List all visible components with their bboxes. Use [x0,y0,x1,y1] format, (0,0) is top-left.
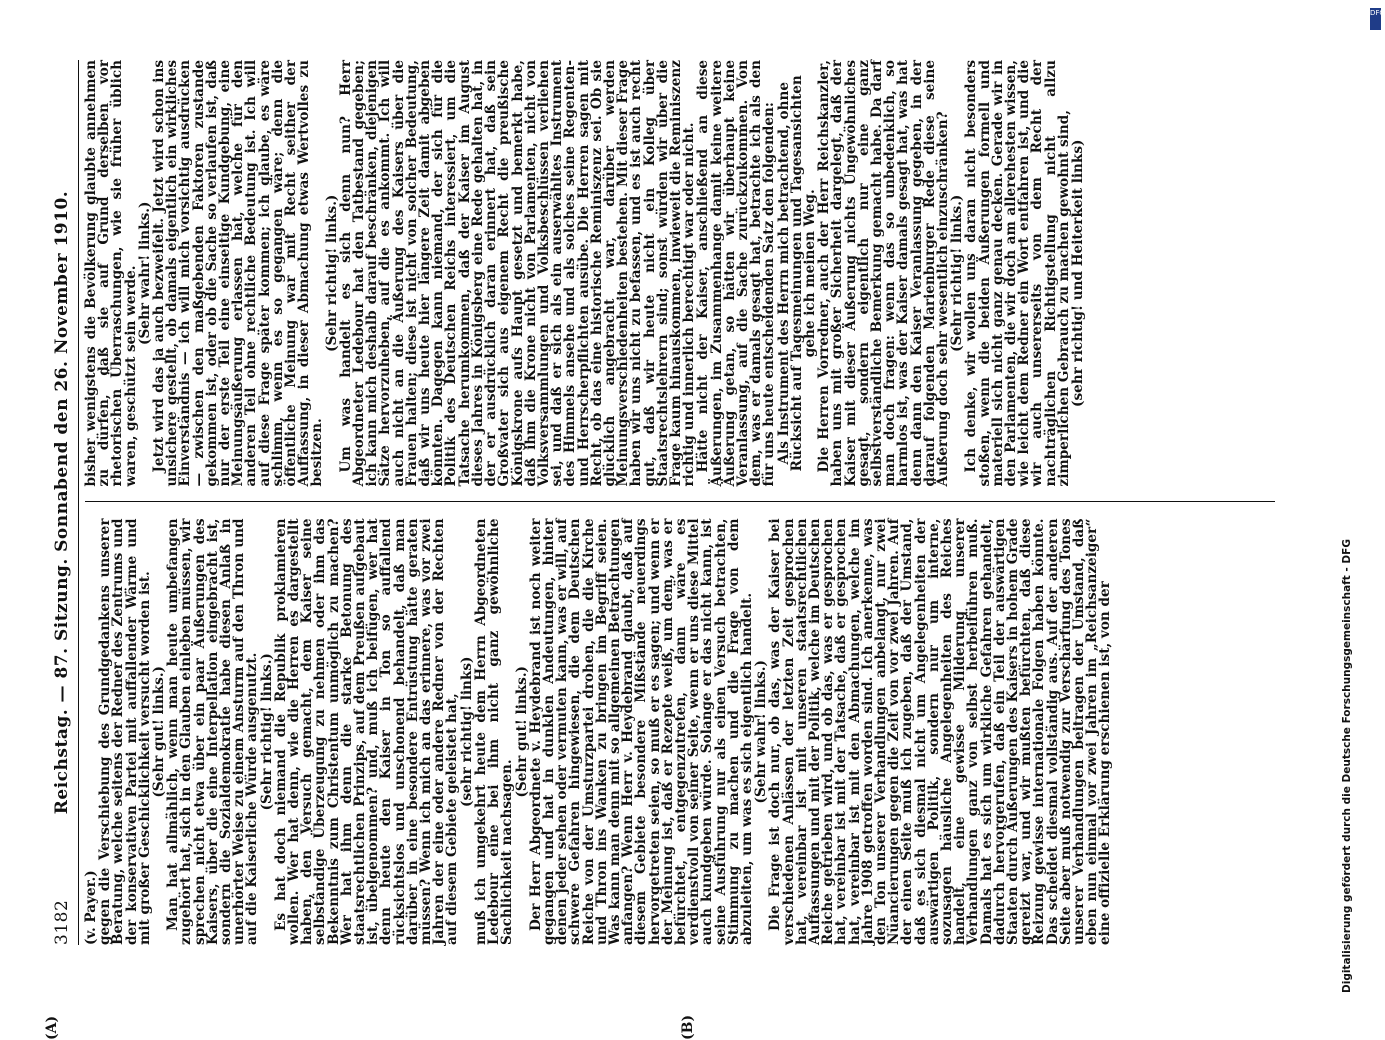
right-paragraph: Hätte nicht der Kaiser, anschließend an diese Äußerungen, im Zusammenhange damit keine weitere Äußerung getan, so hätten wir überhaupt keine Veranlassung, auf die Sache zurückzukommen. Von dem, was er damals gesagt hat, betrachte ich als den für uns heute entscheidenden Satz den folgenden: [695,60,778,487]
right-paragraph: Die Herren Vorredner, auch der Herr Reichskanzler, haben uns mit großer Sicherheit dargelegt, daß der Kaiser mit dieser Äußerung nichts Ungewöhnliches gesagt, sondern eigentlich nur eine ganz selbstverständliche Bemerkung gemacht habe. Da darf man doch fragen: wenn das so unbedenklich, so harmlos ist, was der Kaiser damals gesagt hat, was hat denn dann den Kaiser Veranlassung gegeben, in der darauf folgenden Marienburger Rede diese seine Äußerung doch sehr wesentlich einzuschränken? [816,60,951,487]
right-interjection: Als Instrument des Herrn mich betrachtend, ohne Rücksicht auf Tagesmeinungen und Tagesansichten gehe ich meinen Weg. [775,75,818,472]
left-paragraph: gegen die Verschiebung des Grundgedankens unserer Beratung, welche seitens der Redner des Zentrums und der konservativen Partei mit auffallender Wärme und mit großer Geschicklichkeit versucht worden ist. [97,518,153,945]
left-interjection: (Sehr richtig! links.) [258,653,275,811]
page-running-title: Reichstag. — 87. Sitzung. Sonnabend den 26. November 1910. [52,190,72,815]
left-interjection: (Sehr wahr! links.) [753,660,770,804]
left-interjection: (Sehr gut! links.) [151,666,168,798]
page-number: 3182 [52,899,72,945]
left-interjection: (Sehr gut! links.) [513,666,530,798]
dfg-logo: DFG [1370,8,1381,30]
right-paragraph: Ich denke, wir wollen uns daran nicht besonders stoßen, wenn die beiden Äußerungen formell und materiell sich nicht ganz genau decken. Gerade wir in den Parlamenten, die wir doch am allerehesten wissen, wie leicht dem Redner ein Wort entfahren ist, und die wir auch unsererseits von dem Recht der nachträglichen Richtigstellung nicht allzu zimperlichen Gebrauch zu machen gewohnt sind, [963,60,1072,487]
digitization-credit-text: Digitalisierung gefördert durch die Deutsche Forschungsgemeinschaft - DFG [1341,539,1353,993]
right-text-column [85,60,1275,503]
right-interjection: (Sehr richtig! links.) [949,194,966,352]
left-text-column [85,503,1275,946]
margin-mark-a: (A) [44,1015,60,1040]
right-paragraph: bisher wenigstens die Bevölkerung glaubte annehmen zu dürfen, daß sie auf Grund derselben vor rhetorischen Überraschungen, wie sie früher üblich waren, geschützt sein werde. [83,60,139,487]
digitization-credit [1340,8,1380,993]
left-paragraph: Man hat allmählich, wenn man heute umbefangen zugehört hat, sich in den Glauben einleben müssen, wir sprechen nicht etwa über ein paar Äußerungen des Kaisers, über die eine Interpellation eingebracht ist, sondern die Sozialdemokratie habe diesen Anlaß in unerhörter Weise zu einem Ansturm auf den Thron und auf die Kaiserliche Würde ausgenutzt. [165,518,261,945]
column-divider [85,502,1275,503]
left-paragraph: Die Frage ist doch nur, ob das, was der Kaiser bei verschiedenen Anlässen der letzten Zeit gesprochen hat, vereinbar ist mit unseren staatsrechtlichen Auffassungen und mit der Politik, welche im Deutschen Reiche getrieben wird, und ob das, was er gesprochen hat, vereinbar ist mit der Tatsache, daß er gesprochen hat, vereinbar ist mit den Abmachungen, welche im Jahre 1908 getroffen worden sind. Ich anerkenne, was den Ton unserer Verhandlungen anbelangt, nur zwei Nüancierungen gegen die Zeit von vor zwei Jahren. Auf der einen Seite muß ich zugeben, daß der Umstand, daß es sich diesmal nicht um Angelegenheiten der auswärtigen Politik, sondern nur um interne, sozusagen häusliche Angelegenheiten des Reiches handelt, eine gewisse Milderung unserer Verhandlungen ganz von selbst herbeiführen muß. Damals hat es sich um wirkliche Gefahren gehandelt, dadurch hervorgerufen, daß ein Teil der auswärtigen Staaten durch Äußerungen des Kaisers in hohem Grade gereizt war, und wir mußten befürchten, daß diese Reizung gewisse internationale Folgen haben könnte. Das scheidet diesmal vollständig aus. Auf der anderen Seite aber muß notwendig zur Verschärfung des Tones unserer Verhandlungen beitragen der Umstand, daß eben nun einmal vor zwei Jahren im „Reichsanzeiger“ eine offizielle Erklärung erschienen ist, von der [767,518,1114,945]
left-paragraph: Es hat doch niemand die Republik proklamieren wollen. Wer hat denn, wie die Herren es dargestellt haben, den Versuch gemacht, dem Kaiser seine selbständige Überzeugung zu nehmen oder ihm das Bekenntnis zum Christentum unmöglich zu machen? Wer hat ihm denn die starke Betonung des staatsrechtlichen Prinzips, auf dem Preußen aufgebaut ist, übelgenommen? und, muß ich beifügen, wer hat denn heute den Kaiser in Ton so auffallend rücksichtslos und unschonend behandelt, daß man darüber in eine besondere Entrüstung hätte geraten müssen? Wenn ich mich an das erinnere, was vor zwei Jahren der eine oder andere Redner von der Rechten auf diesem Gebiete geleistet hat, [272,518,461,945]
margin-mark-b: (B) [680,1014,696,1040]
right-interjection: (Sehr richtig! links.) [323,194,340,352]
left-paragraph: muß ich umgekehrt heute dem Herrn Abgeordneten Ledebour eine bei ihm nicht ganz gewöhnliche Sachlichkeit nachsagen. [472,518,516,945]
right-interjection: (Sehr wahr! links.) [136,201,153,345]
right-interjection: (sehr richtig! und Heiterkeit links) [1070,139,1087,407]
left-interjection: (sehr richtig! links) [458,656,475,807]
text-columns [85,60,1275,945]
right-paragraph: Jetzt wird das ja auch bezweifelt. Jetzt wird schon ins unsichere gestellt, ob damals eigentlich ein wirkliches Einverständnis — ich will mich vorsichtig ausdrücken — zwischen den maßgebenden Faktoren zustande gekommen ist, oder ob die Sache so verlaufen ist, daß nur der erste Teil eine einseitige Kundgebung, eine Meinungsäußerung erlassen hat, welche für den anderen Teil ohne rechtliche Bedeutung ist. Ich will auf diese Frage später kommen; ich glaube, es wäre schlimm, wenn es so gegangen wäre; denn die öffentliche Meinung war mit Recht seither der Auffassung, in dieser Abmachung etwas Wertvolles zu besitzen. [151,60,326,487]
left-paragraph: Der Herr Abgeordnete v. Heydebrand ist noch weiter gegangen und hat in dunklen Andeutungen, hinter denen jeder sehen oder vermuten kann, was er will, auf schwere Gefahren hingewiesen, die dem Deutschen Reiche von der Umsturzpartei drohen, die die Kirche und Thron ins Wanken zu bringen im Begriff seien. Was kann man denn mit so allgemeinen Betrachtungen anfangen? Wenn Herr v. Heydebrand glaubt, daß auf diesem Gebiete besondere Mißstände neuerdings hervorgetreten seien, so muß er es sagen; und wenn er der Meinung ist, daß er Rezepte weiß, um dem, was er befürchtet, entgegenzutreten, dann wäre es verdienstvoll von seiner Seite, wenn er uns diese Mittel auch kundgeben würde. Solange er das nicht kann, ist seine Ausführung nur als einen Versuch betrachten, Stimmung zu machen und die Frage von dem abzuleiten, um was es sich eigentlich handelt. [527,518,755,945]
left-paragraph: (v. Payer.) [83,870,99,945]
right-paragraph: Um was handelt es sich denn nun? Herr Abgeordneter Ledebour hat den Tatbestand gegeben; ich kann mich deshalb darauf beschränken, diejenigen Sätze hervorzuheben, auf die es ankommt. Ich will auch nicht an die Äußerung des Kaisers über die Frauen halten; diese ist nicht von solcher Bedeutung, daß wir uns heute hier längere Zeit damit abgeben könnten. Dagegen kann niemand, der sich für die Politik des Deutschen Reichs interessiert, um die Tatsache herumkommen, daß der Kaiser im August dieses Jahres in Königsberg eine Rede gehalten hat, in der er ausdrücklich daran erinnert hat, daß sein Großvater sich aus eigenem Recht die preußische Königskrone aufs Haupt gesetzt und bemerkt habe, daß ihm die Krone nicht von Parlamenten, nicht von Volksversammlungen und Volksbeschlüssen verliehen sei, und daß er sich als ein auserwähltes Instrument des Himmels ansehe und als solches seine Regenten- und Herrscherpflichten ausübe. Die Herren sagen mit Recht, ob das eine historische Reminiszenz sei. Ob sie glücklich angebracht war, darüber werden Meinungsverschiedenheiten bestehen. Mit dieser Frage haben wir uns nicht zu befassen, und es ist auch recht gut, daß wir heute nicht ein Kolleg über Staatsrechtslehrern sind; sonst würden wir über die Frage kaum hinauskommen, inwieweit die Reminiszenz richtig und innerlich berechtigt war oder nicht. [337,60,698,487]
page-header [50,60,79,945]
